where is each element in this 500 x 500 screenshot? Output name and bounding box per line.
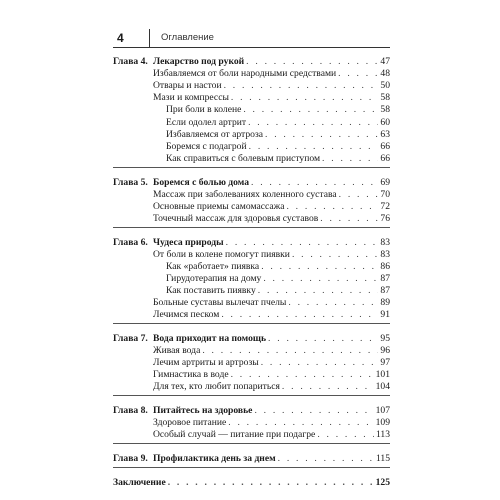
dot-leader [268,333,378,345]
dot-leader [278,453,374,465]
dot-leader [320,213,378,225]
dot-leader [243,104,378,116]
chapter-number: Глава 5. [113,176,148,188]
toc-entry-row [113,117,390,129]
toc-entry-title: Заключение [113,476,166,488]
toc-entry-title: Чудеса природы [153,236,224,248]
toc-chapter-row [113,237,390,249]
toc-entry-row [113,129,390,141]
toc-page-number: 47 [380,56,390,67]
toc-entry-row [113,429,390,441]
dot-leader [338,68,378,80]
dot-leader [248,117,378,129]
toc-entry-row [113,153,390,165]
toc-entry-title: Боремся с подагрой [166,140,247,152]
chapter-separator [113,167,390,168]
toc-page-number: 69 [380,176,390,188]
toc-page-number: 63 [380,128,390,140]
toc-page-number: 101 [375,369,390,381]
toc-entry-title: Избавляемся от боли народными средствами [153,68,337,80]
toc-page-number: 107 [375,404,390,416]
dot-leader [261,357,379,369]
dot-leader [249,141,379,153]
chapter-number: Глава 4. [113,56,148,67]
toc-entry-title: Питайтесь на здоровье [153,404,253,416]
toc-entry-title: Гирудотерапия на дому [166,272,262,284]
page-number: 4 [113,29,150,47]
toc-entry-title: Как справиться с болевым приступом [166,152,321,164]
toc-entry-title: Вода приходит на помощь [153,332,267,344]
dot-leader [317,429,374,441]
page-header [113,29,390,48]
dot-leader [286,201,378,213]
toc-entry-row [113,249,390,261]
toc-entry-title: Массаж при заболеваниях коленного сустава [153,188,337,200]
chapter-separator [113,323,390,324]
toc-entry-title: Здоровое питание [153,417,227,428]
dot-leader [246,56,378,68]
dot-leader [282,381,374,393]
toc-entry-row [113,381,390,393]
toc-page-number: 125 [375,476,390,488]
toc-entry-title: Гимнастика в воде [153,369,229,381]
toc-page-number: 58 [380,104,390,116]
toc-entry-title: Если одолел артрит [166,116,247,128]
toc-entry-row [113,213,390,225]
toc-page-number: 76 [380,212,390,224]
toc-chapter-row [113,453,390,465]
toc-page-number: 115 [375,452,390,464]
chapter-number: Глава 7. [113,332,148,344]
toc-page-number: 109 [375,417,390,428]
toc-chapter-row [113,405,390,417]
toc-page-number: 97 [380,357,390,368]
toc-page-number: 86 [380,260,390,272]
dot-leader [254,405,373,417]
toc-entry-title: Особый случай — питание при подагре [153,429,316,441]
dot-leader [261,261,378,273]
dot-leader [251,177,378,189]
toc-page-number: 104 [375,381,390,393]
toc-entry-row [113,285,390,297]
toc-page-number: 72 [380,200,390,212]
toc-entry-title: Лечимся песком [153,309,220,321]
toc-entry-row [113,357,390,369]
dot-leader [202,345,378,357]
chapter-number: Глава 6. [113,236,148,248]
toc-page-number: 70 [380,188,390,200]
chapter-separator [113,395,390,396]
toc-entry-row [113,369,390,381]
toc-entry-row [113,80,390,92]
toc-entry-title: Для тех, кто любит попариться [153,381,280,393]
toc-entry-title: Лекарство под рукой [153,56,245,67]
toc-entry-title: Отвары и настои [153,80,222,92]
dot-leader [265,129,378,141]
toc-chapter-row [113,177,390,189]
toc-page-number: 87 [380,272,390,284]
toc-page-number: 48 [380,68,390,80]
toc-page-number: 60 [380,116,390,128]
toc-entry-title: При боли в колене [166,104,242,116]
toc-chapter-row [113,333,390,345]
chapter-separator [113,227,390,228]
toc-entry-row [113,68,390,80]
toc-page-number: 66 [380,140,390,152]
toc-page-number: 66 [380,152,390,164]
dot-leader [221,309,378,321]
toc-entry-title: Живая вода [153,344,201,356]
toc-entry-row [113,309,390,321]
toc-entry-title: Точечный массаж для здоровья суставов [153,212,319,224]
toc-chapter-row [113,56,390,68]
toc-entry-title: От боли в колене помогут пиявки [153,248,290,260]
dot-leader [322,153,378,165]
dot-leader [263,273,378,285]
toc-entry-row [113,417,390,429]
toc-page-number: 83 [380,236,390,248]
toc-page-number: 113 [375,429,390,441]
dot-leader [231,92,379,104]
chapter-number: Глава 9. [113,452,148,464]
chapter-separator [113,443,390,444]
toc-page-number: 89 [380,297,390,308]
toc-entry-title: Основные приемы самомассажа [153,200,285,212]
running-title: Оглавление [161,32,214,43]
toc-chapter-row [113,477,390,489]
dot-leader [288,297,378,309]
toc-entry-row [113,201,390,213]
toc-entry-row [113,141,390,153]
toc-page-number: 91 [380,309,390,321]
dot-leader [224,80,379,92]
toc-entry-row [113,273,390,285]
dot-leader [226,237,379,249]
dot-leader [231,369,374,381]
toc-entry-title: Лечим артриты и артрозы [153,357,259,368]
chapter-number: Глава 8. [113,404,148,416]
toc-page-number: 50 [380,80,390,92]
toc-entry-row [113,189,390,201]
chapter-separator [113,467,390,468]
toc-entry-title: Боремся с болью дома [153,176,250,188]
toc-page-number: 95 [380,332,390,344]
toc-entry-row [113,104,390,116]
dot-leader [168,477,374,489]
toc-entry-row [113,261,390,273]
dot-leader [339,189,379,201]
toc-page-number: 87 [380,284,390,296]
toc-page-number: 58 [380,92,390,104]
toc-page-number: 83 [380,248,390,260]
toc-entry-title: Как «работает» пиявка [166,260,260,272]
toc-entry-row [113,92,390,104]
dot-leader [228,417,373,429]
toc-entry-row [113,297,390,309]
toc-entry-title: Профилактика день за днем [153,452,276,464]
toc-page-number: 96 [380,344,390,356]
toc-entry-title: Избавляемся от артроза [166,128,264,140]
dot-leader [292,249,378,261]
toc-entry-row [113,345,390,357]
toc-entry-title: Как поставить пиявку [166,284,256,296]
toc-entry-title: Больные суставы вылечат пчелы [153,297,287,308]
toc-entry-title: Мази и компрессы [153,92,229,104]
dot-leader [258,285,379,297]
